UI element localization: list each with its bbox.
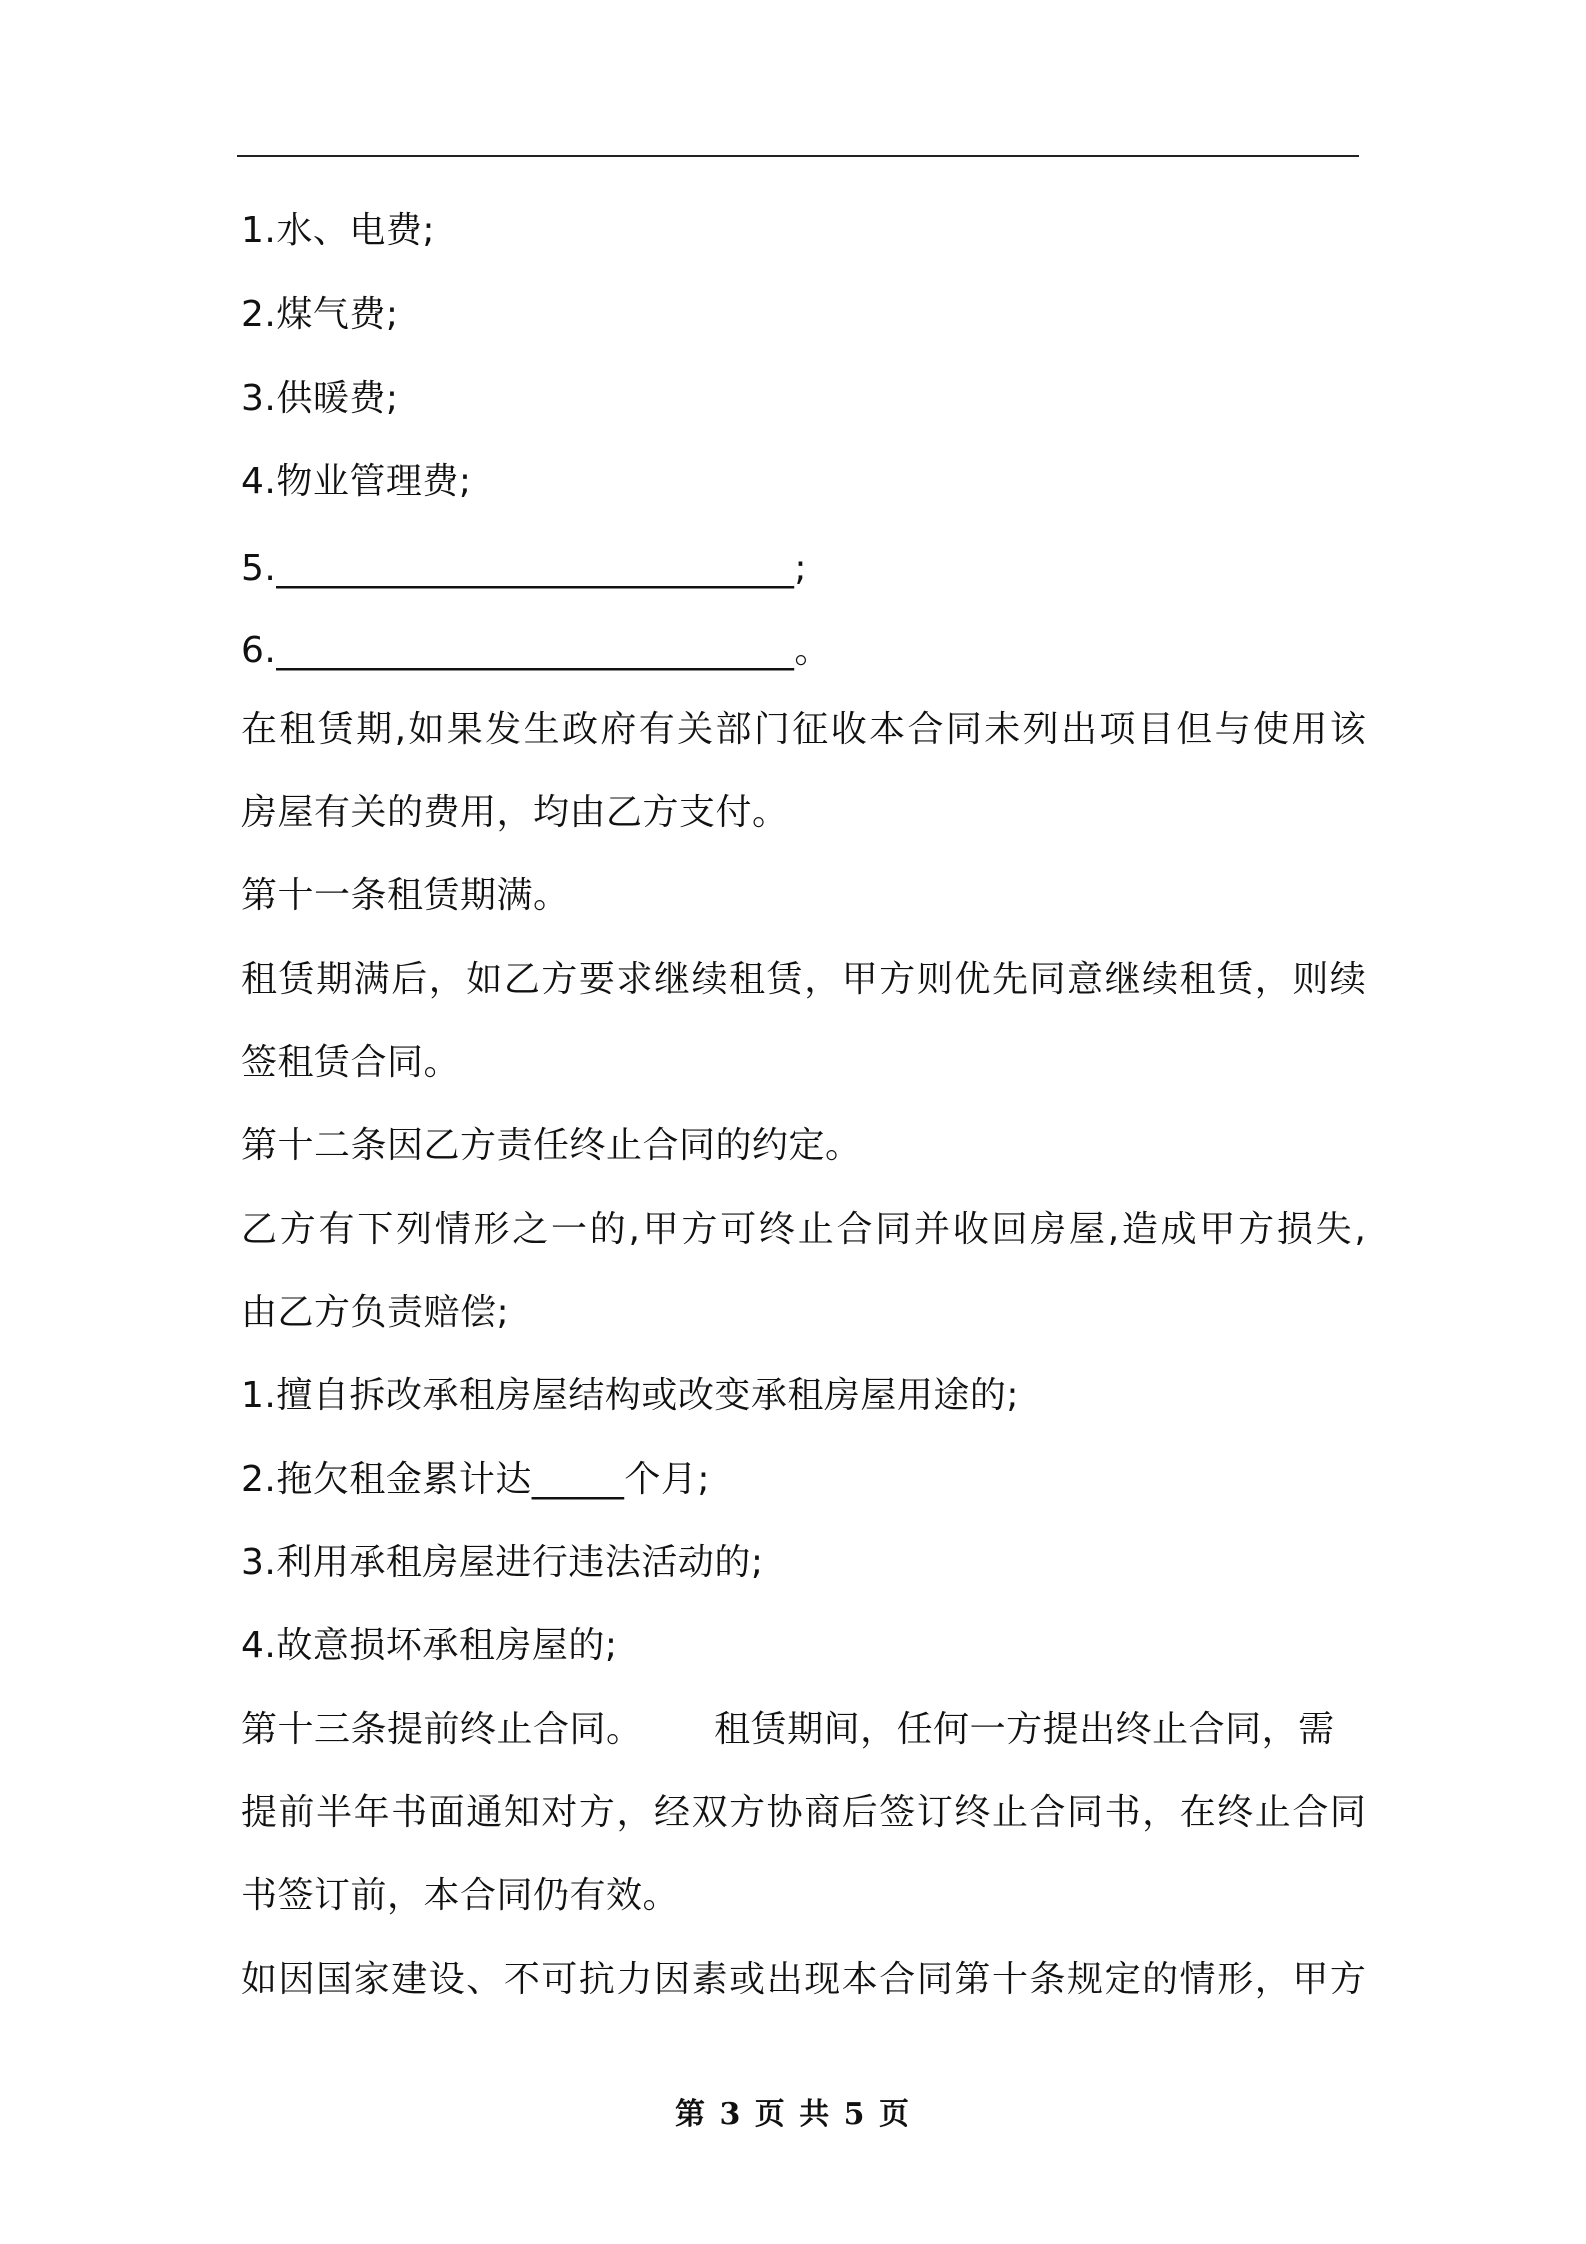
text-glyph: 面 <box>428 1792 465 1833</box>
text-line: 2.煤气费; <box>241 294 399 335</box>
text-glyph: 条 <box>1029 1959 1066 2000</box>
text-glyph: 同 <box>916 1959 953 2000</box>
text-line: 2.拖欠租金累计达_____个月; <box>241 1459 710 1500</box>
text-glyph: 租 <box>241 959 278 1000</box>
text-glyph: 本 <box>869 709 906 750</box>
text-glyph: 同 <box>1067 1792 1104 1833</box>
text-glyph: 用 <box>1291 709 1328 750</box>
text-glyph: 方 <box>879 959 916 1000</box>
text-glyph: 赁 <box>766 959 803 1000</box>
text-glyph: 合 <box>879 1959 916 2000</box>
text-glyph: 甲 <box>1199 1209 1236 1250</box>
text-glyph: , <box>1107 1209 1120 1250</box>
text-glyph: 同 <box>945 709 982 750</box>
text-glyph: 则 <box>1292 959 1329 1000</box>
text-glyph: 可 <box>720 1209 757 1250</box>
text-glyph: 第 <box>954 1959 991 2000</box>
text-glyph: 先 <box>991 959 1028 1000</box>
text-glyph: 国 <box>316 1959 353 2000</box>
text-glyph: 设 <box>428 1959 465 2000</box>
text-glyph: 期 <box>316 959 353 1000</box>
text-glyph: 协 <box>766 1792 803 1833</box>
text-line: 3.利用承租房屋进行违法活动的; <box>241 1542 764 1583</box>
text-glyph: 合 <box>1029 1792 1066 1833</box>
text-glyph: 关 <box>677 709 714 750</box>
text-glyph: 回 <box>991 1209 1028 1250</box>
text-line: 第十二条因乙方责任终止合同的约定。 <box>241 1125 862 1166</box>
text-line <box>241 954 1366 1006</box>
text-glyph: 收 <box>952 1209 989 1250</box>
text-glyph: 的 <box>589 1209 626 1250</box>
text-glyph: 后 <box>841 1792 878 1833</box>
text-glyph: 甲 <box>1292 1959 1329 2000</box>
text-glyph: ， <box>616 1792 653 1833</box>
text-glyph: 情 <box>434 1209 471 1250</box>
text-line: 第十三条提前终止合同。 租赁期间，任何一方提出终止合同，需 <box>241 1709 1335 1750</box>
text-glyph: 止 <box>1254 1792 1291 1833</box>
text-glyph: 续 <box>1142 959 1179 1000</box>
text-glyph: 止 <box>797 1209 834 1250</box>
text-glyph: 赁 <box>1217 959 1254 1000</box>
text-glyph: 方 <box>729 1792 766 1833</box>
text-glyph: 通 <box>466 1792 503 1833</box>
text-glyph: 续 <box>691 959 728 1000</box>
text-glyph: 双 <box>691 1792 728 1833</box>
text-glyph: ， <box>1254 959 1291 1000</box>
text-glyph: 则 <box>916 959 953 1000</box>
text-glyph: 书 <box>1104 1792 1141 1833</box>
text-glyph: 定 <box>1104 1959 1141 2000</box>
text-glyph: 知 <box>503 1792 540 1833</box>
text-glyph: 乙 <box>241 1209 278 1250</box>
text-glyph: 府 <box>600 709 637 750</box>
text-line <box>241 1954 1366 2006</box>
text-glyph: 方 <box>681 1209 718 1250</box>
text-glyph: 十 <box>991 1959 1028 2000</box>
text-glyph: 的 <box>1142 1959 1179 2000</box>
text-glyph: 家 <box>353 1959 390 2000</box>
text-glyph: 续 <box>1329 959 1366 1000</box>
text-glyph: 终 <box>1217 1792 1254 1833</box>
text-line: 6.____________________________。 <box>241 630 831 671</box>
text-glyph: ， <box>428 959 465 1000</box>
text-glyph: 建 <box>391 1959 428 2000</box>
text-glyph: 租 <box>279 709 316 750</box>
text-glyph: 如 <box>466 959 503 1000</box>
text-glyph: 生 <box>523 709 560 750</box>
text-line: 1.擅自拆改承租房屋结构或改变承租房屋用途的; <box>241 1375 1019 1416</box>
text-glyph: 造 <box>1121 1209 1158 1250</box>
text-glyph: 使 <box>1252 709 1289 750</box>
text-glyph: 如 <box>408 709 445 750</box>
text-glyph: 抗 <box>578 1959 615 2000</box>
text-glyph: 方 <box>541 959 578 1000</box>
text-glyph: 情 <box>1179 1959 1216 2000</box>
text-glyph: 本 <box>841 1959 878 2000</box>
text-line: 3.供暖费; <box>241 378 399 419</box>
text-glyph: 成 <box>1160 1209 1197 1250</box>
text-line <box>241 704 1366 756</box>
text-glyph: 因 <box>654 1959 691 2000</box>
text-glyph: 赁 <box>278 959 315 1000</box>
text-line: 第十一条租赁期满。 <box>241 875 570 916</box>
text-line: 房屋有关的费用，均由乙方支付。 <box>241 792 789 833</box>
text-line: 5.____________________________; <box>241 548 807 589</box>
text-glyph: 求 <box>616 959 653 1000</box>
text-glyph: 素 <box>691 1959 728 2000</box>
text-line <box>241 1204 1366 1256</box>
text-line: 签租赁合同。 <box>241 1042 461 1083</box>
text-glyph: 方 <box>578 1792 615 1833</box>
text-glyph: 可 <box>541 1959 578 2000</box>
text-glyph: 书 <box>391 1792 428 1833</box>
text-glyph: 因 <box>278 1959 315 2000</box>
text-glyph: 甲 <box>642 1209 679 1250</box>
text-glyph: 与 <box>1214 709 1251 750</box>
text-glyph: 止 <box>991 1792 1028 1833</box>
text-glyph: 方 <box>1329 1959 1366 2000</box>
text-glyph: 在 <box>1179 1792 1216 1833</box>
text-glyph: 该 <box>1329 709 1366 750</box>
text-glyph: 项 <box>1099 709 1136 750</box>
text-glyph: 列 <box>1022 709 1059 750</box>
text-glyph: 、 <box>466 1959 503 2000</box>
text-glyph: 力 <box>616 1959 653 2000</box>
text-glyph: ， <box>1142 1792 1179 1833</box>
text-glyph: 继 <box>1104 959 1141 1000</box>
text-glyph: 乙 <box>503 959 540 1000</box>
text-glyph: 合 <box>907 709 944 750</box>
text-glyph: 屋 <box>1068 1209 1105 1250</box>
text-glyph: 门 <box>753 709 790 750</box>
text-glyph: 半 <box>316 1792 353 1833</box>
page-number-footer: 第 3 页 共 5 页 <box>675 2097 911 2132</box>
text-glyph: 终 <box>954 1792 991 1833</box>
header-rule <box>237 155 1359 157</box>
text-glyph: 方 <box>279 1209 316 1250</box>
text-glyph: 后 <box>391 959 428 1000</box>
text-glyph: 同 <box>875 1209 912 1250</box>
text-glyph: 有 <box>318 1209 355 1250</box>
text-glyph: 满 <box>353 959 390 1000</box>
text-line: 4.物业管理费; <box>241 461 472 502</box>
text-glyph: 订 <box>916 1792 953 1833</box>
text-glyph: 失 <box>1315 1209 1352 1250</box>
text-glyph: 继 <box>654 959 691 1000</box>
text-glyph: 下 <box>357 1209 394 1250</box>
text-glyph: 收 <box>830 709 867 750</box>
text-glyph: 合 <box>836 1209 873 1250</box>
text-line: 书签订前，本合同仍有效。 <box>241 1875 680 1916</box>
text-glyph: 征 <box>792 709 829 750</box>
text-glyph: ， <box>804 959 841 1000</box>
text-glyph: 合 <box>1292 1792 1329 1833</box>
text-glyph: 有 <box>638 709 675 750</box>
text-glyph: 出 <box>1061 709 1098 750</box>
text-glyph: 前 <box>278 1792 315 1833</box>
text-glyph: 或 <box>729 1959 766 2000</box>
text-glyph: , <box>394 709 407 750</box>
text-glyph: 提 <box>241 1792 278 1833</box>
text-glyph: 损 <box>1276 1209 1313 1250</box>
text-glyph: 意 <box>1067 959 1104 1000</box>
text-glyph: , <box>1354 1209 1366 1250</box>
text-glyph: 优 <box>954 959 991 1000</box>
text-glyph: 之 <box>512 1209 549 1250</box>
text-glyph: 终 <box>758 1209 795 1250</box>
text-glyph: 目 <box>1137 709 1174 750</box>
text-glyph: 但 <box>1176 709 1213 750</box>
text-glyph: 经 <box>654 1792 691 1833</box>
text-glyph: 规 <box>1067 1959 1104 2000</box>
text-glyph: 在 <box>241 709 278 750</box>
text-line: 4.故意损坏承租房屋的; <box>241 1625 618 1666</box>
text-glyph: 列 <box>396 1209 433 1250</box>
text-glyph: 如 <box>241 1959 278 2000</box>
text-glyph: 不 <box>503 1959 540 2000</box>
text-glyph: 政 <box>561 709 598 750</box>
text-glyph: 期 <box>356 709 393 750</box>
text-glyph: ， <box>1254 1959 1291 2000</box>
text-glyph: 租 <box>1179 959 1216 1000</box>
text-glyph: 一 <box>551 1209 588 1250</box>
text-glyph: 发 <box>485 709 522 750</box>
text-glyph: 部 <box>715 709 752 750</box>
text-glyph: 房 <box>1030 1209 1067 1250</box>
text-glyph: 甲 <box>841 959 878 1000</box>
text-glyph: , <box>628 1209 640 1250</box>
text-glyph: 未 <box>984 709 1021 750</box>
text-glyph: 形 <box>1217 1959 1254 2000</box>
text-glyph: 要 <box>578 959 615 1000</box>
text-glyph: 方 <box>1238 1209 1275 1250</box>
text-glyph: 年 <box>353 1792 390 1833</box>
text-glyph: 租 <box>729 959 766 1000</box>
text-glyph: 形 <box>473 1209 510 1250</box>
text-glyph: 商 <box>804 1792 841 1833</box>
text-glyph: 同 <box>1329 1792 1366 1833</box>
text-glyph: 现 <box>804 1959 841 2000</box>
text-line <box>241 1787 1366 1839</box>
text-glyph: 同 <box>1029 959 1066 1000</box>
text-glyph: 对 <box>541 1792 578 1833</box>
text-glyph: 签 <box>879 1792 916 1833</box>
text-glyph: 并 <box>913 1209 950 1250</box>
text-line: 由乙方负责赔偿; <box>241 1292 510 1333</box>
text-glyph: 出 <box>766 1959 803 2000</box>
text-line: 1.水、电费; <box>241 210 435 251</box>
text-glyph: 果 <box>446 709 483 750</box>
text-glyph: 赁 <box>317 709 354 750</box>
